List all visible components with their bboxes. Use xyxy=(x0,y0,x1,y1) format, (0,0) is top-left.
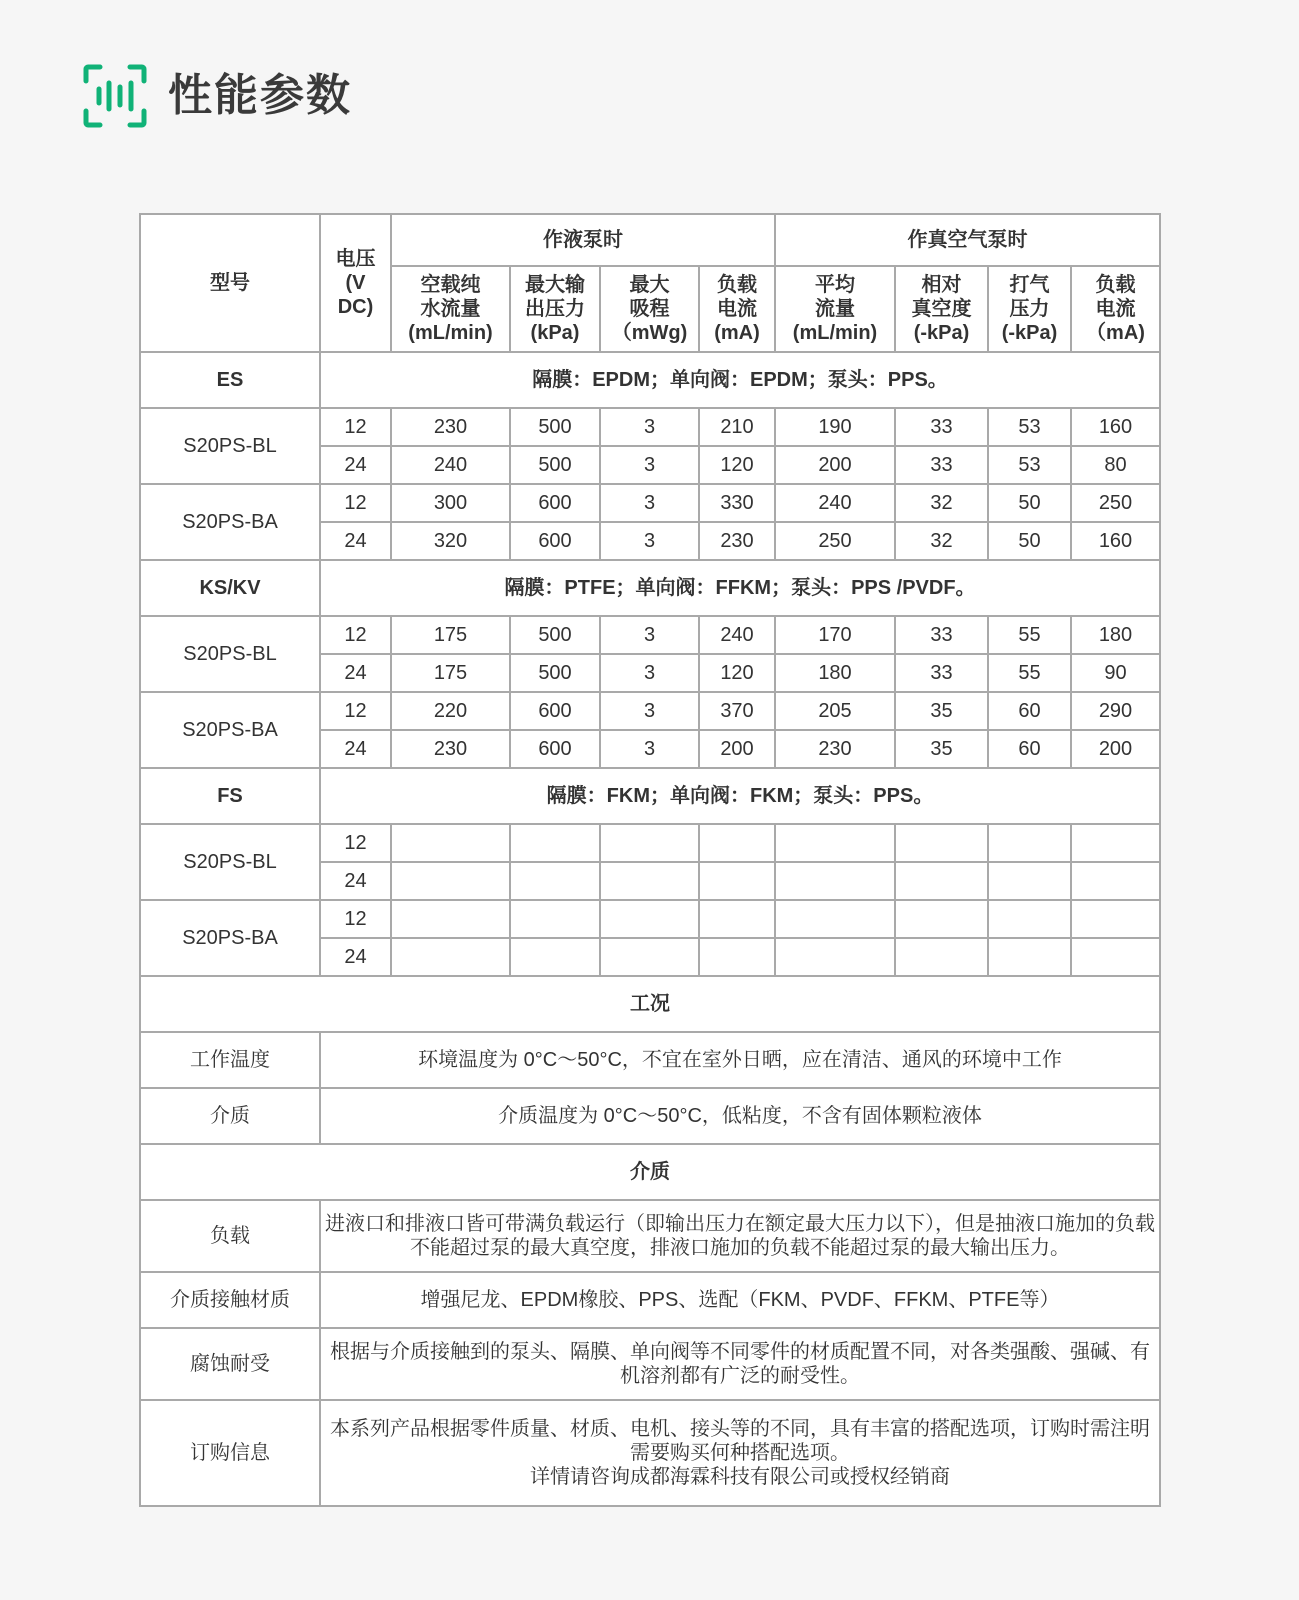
value-cell: 3 xyxy=(600,408,699,446)
conditions-header xyxy=(140,976,1160,1032)
model-name: S20PS-BL xyxy=(140,616,320,692)
value-cell xyxy=(391,824,510,862)
header-column-line: (mA) xyxy=(714,322,760,344)
value-cell: 320 xyxy=(391,522,510,560)
value-cell xyxy=(775,862,895,900)
header-column-line: 最大输 xyxy=(525,274,585,296)
value-cell: 190 xyxy=(775,408,895,446)
value-cell: 230 xyxy=(391,408,510,446)
value-cell xyxy=(699,862,775,900)
header-column-line: 出压力 xyxy=(525,298,585,320)
header-column-line: （mA) xyxy=(1086,322,1145,344)
page-title: 性能参数 xyxy=(168,71,352,120)
value-cell: 3 xyxy=(600,692,699,730)
conditions-header-title: 工况 xyxy=(140,976,1160,1032)
value-cell: 3 xyxy=(600,730,699,768)
value-cell: 500 xyxy=(510,654,600,692)
value-cell xyxy=(510,824,600,862)
value-cell: 90 xyxy=(1071,654,1160,692)
header-column-line: (mL/min) xyxy=(792,322,878,344)
info-row xyxy=(140,1328,1160,1400)
header-column-line: （mWg) xyxy=(611,322,688,344)
value-cell xyxy=(988,862,1071,900)
value-cell: 33 xyxy=(895,616,988,654)
value-cell: 3 xyxy=(600,616,699,654)
header-column-line: 负载 xyxy=(1095,274,1136,296)
value-cell: 50 xyxy=(988,484,1071,522)
spec-table xyxy=(139,213,1161,1507)
value-cell: 240 xyxy=(775,484,895,522)
table-row xyxy=(140,824,1160,862)
value-cell: 330 xyxy=(699,484,775,522)
value-cell: 3 xyxy=(600,522,699,560)
model-name: S20PS-BL xyxy=(140,408,320,484)
value-cell xyxy=(391,900,510,938)
medium-header xyxy=(140,1144,1160,1200)
header-group-air: 作真空气泵时 xyxy=(775,214,1160,266)
value-cell xyxy=(600,824,699,862)
order-label: 订购信息 xyxy=(140,1400,320,1506)
value-cell: 175 xyxy=(391,654,510,692)
value-cell xyxy=(699,824,775,862)
value-cell xyxy=(600,938,699,976)
value-cell: 250 xyxy=(1071,484,1160,522)
value-cell: 32 xyxy=(895,484,988,522)
header-column-line: 水流量 xyxy=(420,298,481,320)
value-cell xyxy=(699,900,775,938)
header-column-line: (-kPa) xyxy=(1001,322,1058,344)
spec-table-body xyxy=(140,214,1160,1506)
table-row xyxy=(140,408,1160,446)
info-text: 增强尼龙、EPDM橡胶、PPS、选配（FKM、PVDF、FFKM、PTFE等） xyxy=(320,1272,1160,1328)
header-voltage xyxy=(320,214,391,352)
value-cell: 290 xyxy=(1071,692,1160,730)
value-cell: 53 xyxy=(988,408,1071,446)
category-note: 隔膜：EPDM；单向阀：EPDM；泵头：PPS。 xyxy=(320,352,1160,408)
header-column xyxy=(391,266,510,352)
sound-wave-bracket-icon xyxy=(82,63,148,129)
value-cell: 3 xyxy=(600,654,699,692)
value-cell: 500 xyxy=(510,616,600,654)
value-cell xyxy=(510,938,600,976)
value-cell: 240 xyxy=(699,616,775,654)
value-cell: 200 xyxy=(1071,730,1160,768)
value-cell xyxy=(895,824,988,862)
value-cell: 180 xyxy=(1071,616,1160,654)
value-cell xyxy=(1071,824,1160,862)
voltage-cell: 12 xyxy=(320,408,391,446)
voltage-cell: 24 xyxy=(320,522,391,560)
info-text: 根据与介质接触到的泵头、隔膜、单向阀等不同零件的材质配置不同，对各类强酸、强碱、有机溶剂都有广泛的耐受性。 xyxy=(320,1328,1160,1400)
value-cell: 600 xyxy=(510,484,600,522)
category-note: 隔膜：FKM；单向阀：FKM；泵头：PPS。 xyxy=(320,768,1160,824)
header-column-line: (mL/min) xyxy=(408,322,493,344)
voltage-cell: 12 xyxy=(320,616,391,654)
category-row xyxy=(140,768,1160,824)
value-cell: 35 xyxy=(895,692,988,730)
value-cell: 300 xyxy=(391,484,510,522)
info-text: 介质温度为 0°C～50°C，低粘度，不含有固体颗粒液体 xyxy=(320,1088,1160,1144)
table-row xyxy=(140,692,1160,730)
model-name: S20PS-BA xyxy=(140,692,320,768)
voltage-cell: 12 xyxy=(320,900,391,938)
value-cell: 230 xyxy=(775,730,895,768)
info-row xyxy=(140,1272,1160,1328)
value-cell: 80 xyxy=(1071,446,1160,484)
value-cell: 230 xyxy=(699,522,775,560)
value-cell: 53 xyxy=(988,446,1071,484)
value-cell xyxy=(510,862,600,900)
value-cell: 250 xyxy=(775,522,895,560)
header-voltage-line: DC) xyxy=(337,296,374,318)
header-column-line: 压力 xyxy=(1009,298,1050,320)
value-cell: 32 xyxy=(895,522,988,560)
value-cell: 55 xyxy=(988,616,1071,654)
info-row xyxy=(140,1032,1160,1088)
header-model: 型号 xyxy=(140,214,320,352)
info-label: 工作温度 xyxy=(140,1032,320,1088)
value-cell: 50 xyxy=(988,522,1071,560)
header-column xyxy=(895,266,988,352)
voltage-cell: 24 xyxy=(320,654,391,692)
header-column xyxy=(600,266,699,352)
category-note: 隔膜：PTFE；单向阀：FFKM；泵头：PPS /PVDF。 xyxy=(320,560,1160,616)
value-cell: 200 xyxy=(775,446,895,484)
header-column-line: 相对 xyxy=(921,274,962,296)
header-group-liquid: 作液泵时 xyxy=(391,214,775,266)
header-column xyxy=(988,266,1071,352)
header-column-line: 负载 xyxy=(717,274,757,296)
model-name: S20PS-BL xyxy=(140,824,320,900)
info-row xyxy=(140,1088,1160,1144)
voltage-cell: 24 xyxy=(320,730,391,768)
value-cell: 60 xyxy=(988,730,1071,768)
header-column-line: (kPa) xyxy=(530,322,580,344)
value-cell: 160 xyxy=(1071,522,1160,560)
header-column-line: 吸程 xyxy=(629,298,670,320)
voltage-cell: 12 xyxy=(320,692,391,730)
value-cell xyxy=(1071,862,1160,900)
header-voltage-line: (V xyxy=(345,272,366,294)
table-row xyxy=(140,484,1160,522)
header-column xyxy=(775,266,895,352)
value-cell xyxy=(988,824,1071,862)
header-column-line: 电流 xyxy=(717,298,757,320)
value-cell: 230 xyxy=(391,730,510,768)
info-row xyxy=(140,1200,1160,1272)
header-column-line: 空载纯 xyxy=(420,274,481,296)
value-cell: 500 xyxy=(510,446,600,484)
value-cell xyxy=(1071,938,1160,976)
value-cell: 200 xyxy=(699,730,775,768)
value-cell: 500 xyxy=(510,408,600,446)
value-cell: 60 xyxy=(988,692,1071,730)
order-text-line: 详情请咨询成都海霖科技有限公司或授权经销商 xyxy=(530,1466,950,1488)
voltage-cell: 24 xyxy=(320,862,391,900)
page-header xyxy=(82,62,352,130)
value-cell: 175 xyxy=(391,616,510,654)
value-cell: 600 xyxy=(510,692,600,730)
value-cell: 205 xyxy=(775,692,895,730)
header-column-line: 真空度 xyxy=(911,298,972,320)
header-column xyxy=(699,266,775,352)
order-row xyxy=(140,1400,1160,1506)
header-column-line: 平均 xyxy=(815,274,855,296)
value-cell xyxy=(895,938,988,976)
category-name: ES xyxy=(140,352,320,408)
category-row xyxy=(140,560,1160,616)
medium-header-title: 介质 xyxy=(140,1144,1160,1200)
value-cell: 600 xyxy=(510,730,600,768)
header-column xyxy=(510,266,600,352)
value-cell xyxy=(775,900,895,938)
header-column-line: (-kPa) xyxy=(913,322,970,344)
value-cell xyxy=(775,824,895,862)
value-cell xyxy=(775,938,895,976)
info-text: 环境温度为 0°C～50°C，不宜在室外日晒，应在清洁、通风的环境中工作 xyxy=(320,1032,1160,1088)
value-cell: 3 xyxy=(600,484,699,522)
header-column-line: 电流 xyxy=(1095,298,1136,320)
model-name: S20PS-BA xyxy=(140,900,320,976)
value-cell: 33 xyxy=(895,654,988,692)
voltage-cell: 24 xyxy=(320,446,391,484)
value-cell: 600 xyxy=(510,522,600,560)
value-cell: 33 xyxy=(895,446,988,484)
category-row xyxy=(140,352,1160,408)
header-column xyxy=(1071,266,1160,352)
order-text xyxy=(320,1400,1160,1506)
value-cell: 220 xyxy=(391,692,510,730)
value-cell xyxy=(391,862,510,900)
voltage-cell: 12 xyxy=(320,824,391,862)
info-label: 介质 xyxy=(140,1088,320,1144)
value-cell xyxy=(1071,900,1160,938)
value-cell xyxy=(988,938,1071,976)
value-cell: 3 xyxy=(600,446,699,484)
voltage-cell: 24 xyxy=(320,938,391,976)
model-name: S20PS-BA xyxy=(140,484,320,560)
value-cell xyxy=(391,938,510,976)
order-text-line: 本系列产品根据零件质量、材质、电机、接头等的不同，具有丰富的搭配选项，订购时需注明需要购买何种搭配选项。 xyxy=(330,1418,1150,1464)
header-voltage-line: 电压 xyxy=(335,248,376,270)
info-text: 进液口和排液口皆可带满负载运行（即输出压力在额定最大压力以下），但是抽液口施加的负载不能超过泵的最大真空度，排液口施加的负载不能超过泵的最大输出压力。 xyxy=(320,1200,1160,1272)
value-cell xyxy=(510,900,600,938)
header-column-line: 最大 xyxy=(629,274,670,296)
voltage-cell: 12 xyxy=(320,484,391,522)
info-label: 负载 xyxy=(140,1200,320,1272)
header-column-line: 流量 xyxy=(815,298,855,320)
value-cell xyxy=(600,900,699,938)
value-cell xyxy=(600,862,699,900)
value-cell: 240 xyxy=(391,446,510,484)
table-row xyxy=(140,616,1160,654)
value-cell: 210 xyxy=(699,408,775,446)
value-cell: 120 xyxy=(699,654,775,692)
header-column-line: 打气 xyxy=(1009,274,1050,296)
header-row-groups xyxy=(140,214,1160,266)
value-cell: 160 xyxy=(1071,408,1160,446)
info-label: 腐蚀耐受 xyxy=(140,1328,320,1400)
value-cell: 120 xyxy=(699,446,775,484)
value-cell: 370 xyxy=(699,692,775,730)
table-row xyxy=(140,900,1160,938)
value-cell: 55 xyxy=(988,654,1071,692)
value-cell: 33 xyxy=(895,408,988,446)
category-name: FS xyxy=(140,768,320,824)
info-label: 介质接触材质 xyxy=(140,1272,320,1328)
value-cell xyxy=(988,900,1071,938)
value-cell: 180 xyxy=(775,654,895,692)
value-cell xyxy=(895,900,988,938)
value-cell xyxy=(699,938,775,976)
value-cell xyxy=(895,862,988,900)
value-cell: 170 xyxy=(775,616,895,654)
value-cell: 35 xyxy=(895,730,988,768)
category-name: KS/KV xyxy=(140,560,320,616)
